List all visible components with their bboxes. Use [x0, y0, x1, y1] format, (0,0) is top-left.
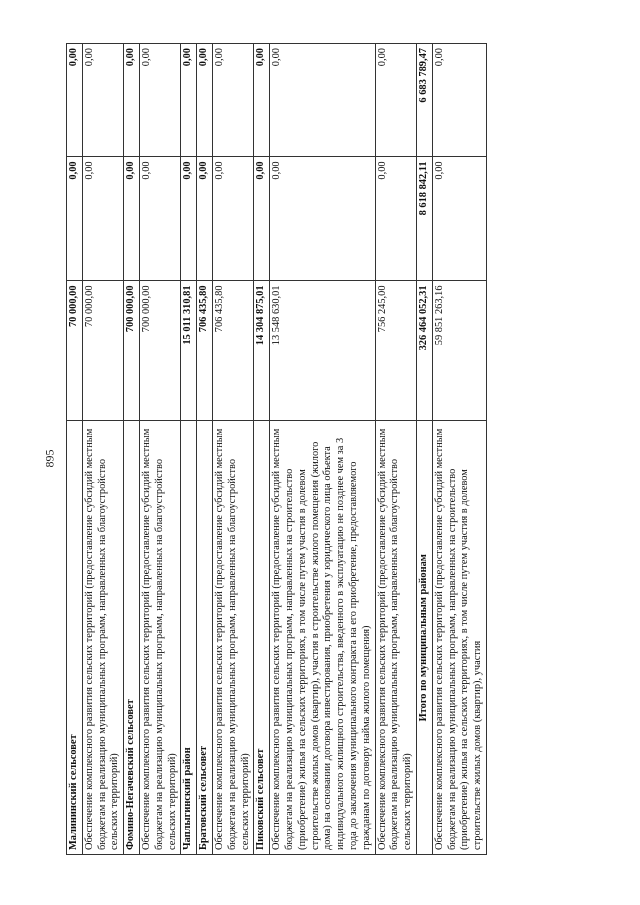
row-name: Обеспечение комплексного развития сельских территорий (предоставление субсидий местным бюджетам на реализацию муниципальных программ, направленных на благоустройство сельских территорий): [213, 428, 251, 850]
amount-cell-3: 0,00: [375, 44, 416, 157]
budget-table-body: [67, 44, 487, 855]
row-name: Братовский сельсовет: [198, 746, 210, 850]
amount-cell-3: 0,00: [139, 44, 180, 157]
table-row: [139, 44, 180, 855]
amount-cell-2: 0,00: [375, 157, 416, 281]
row-name-cell: [416, 421, 432, 855]
row-name-cell: [139, 421, 180, 855]
row-name: Фомино-Негачевский сельсовет: [125, 699, 137, 850]
page-number: 895: [42, 449, 57, 468]
amount-cell-3: 0,00: [124, 44, 140, 157]
row-name: Обеспечение комплексного развития сельских территорий (предоставление субсидий местным бюджетам на реализацию муниципальных программ, направленных на благоустройство сельских территорий): [140, 428, 178, 850]
row-name-cell: [254, 421, 270, 855]
table-row: [82, 44, 123, 855]
table-row-group: [124, 44, 140, 855]
amount-cell-3: 6 683 789,47: [416, 44, 432, 157]
table-row-total: [416, 44, 432, 855]
amount-cell-2: 0,00: [212, 157, 253, 281]
row-name-cell: [270, 421, 375, 855]
table-row: [212, 44, 253, 855]
amount-cell-2: 0,00: [197, 157, 213, 281]
amount-cell-1: 706 435,80: [197, 281, 213, 421]
amount-cell-2: 0,00: [124, 157, 140, 281]
row-name: Малининский сельсовет: [68, 734, 79, 850]
amount-cell-3: 0,00: [254, 44, 270, 157]
row-name-cell: [212, 421, 253, 855]
amount-cell-1: 70 000,00: [67, 281, 83, 421]
amount-cell-2: 8 618 842,11: [416, 157, 432, 281]
rotated-table-container: [66, 43, 586, 855]
row-name-cell: [82, 421, 123, 855]
budget-table: [66, 43, 487, 855]
amount-cell-2: 0,00: [270, 157, 375, 281]
amount-cell-1: 70 000,00: [82, 281, 123, 421]
amount-cell-1: 700 000,00: [139, 281, 180, 421]
amount-cell-3: 0,00: [212, 44, 253, 157]
amount-cell-2: 0,00: [139, 157, 180, 281]
table-row-group: [197, 44, 213, 855]
row-name: Итого по муниципальным районам: [417, 554, 429, 722]
amount-cell-3: 0,00: [67, 44, 83, 157]
row-name-cell: [375, 421, 416, 855]
amount-cell-1: 326 464 052,31: [416, 281, 432, 421]
row-name-cell: [67, 421, 83, 855]
amount-cell-1: 756 245,00: [375, 281, 416, 421]
row-name-cell: [432, 421, 486, 855]
row-name: Обеспечение комплексного развития сельских территорий (предоставление субсидий местным бюджетам на реализацию муниципальных программ, направленных на строительство (приобретение) жилья на сельских территориях, в том числе путем участия в долевом строительстве жилых домов (квартир), участия в строительстве жилого помещения (жилого дома) на основании договора инвестирования, приобретения у юридического лица объекта индивидуального жилищного строительства, введенного в эксплуатацию не позднее чем за 3 года до заключения муниципального контракта на его приобретение, предоставляемого гражданам по договору найма жилого помещения): [271, 428, 372, 850]
table-row: [375, 44, 416, 855]
table-row: [432, 44, 486, 855]
row-name: Обеспечение комплексного развития сельских территорий (предоставление субсидий местным бюджетам на реализацию муниципальных программ, направленных на строительство (приобретение) жилья на сельских территориях, в том числе путем участия в долевом строительстве жилых домов (квартир), участия: [433, 428, 484, 850]
document-sheet: [66, 43, 586, 855]
row-name-cell: [181, 421, 197, 855]
amount-cell-1: 59 851 263,16: [432, 281, 486, 421]
row-name: Пиковский сельсовет: [255, 748, 267, 850]
amount-cell-3: 0,00: [82, 44, 123, 157]
amount-cell-3: 0,00: [181, 44, 197, 157]
amount-cell-1: 700 000,00: [124, 281, 140, 421]
row-name: Обеспечение комплексного развития сельских территорий (предоставление субсидий местным бюджетам на реализацию муниципальных программ, направленных на благоустройство сельских территорий): [376, 428, 414, 850]
amount-cell-2: 0,00: [254, 157, 270, 281]
amount-cell-1: 706 435,80: [212, 281, 253, 421]
amount-cell-3: 0,00: [270, 44, 375, 157]
row-name-cell: [124, 421, 140, 855]
amount-cell-2: 0,00: [432, 157, 486, 281]
table-row-group: [181, 44, 197, 855]
amount-cell-3: 0,00: [432, 44, 486, 157]
amount-cell-1: 14 304 875,01: [254, 281, 270, 421]
amount-cell-2: 0,00: [67, 157, 83, 281]
amount-cell-1: 13 548 630,01: [270, 281, 375, 421]
table-row-group: [254, 44, 270, 855]
amount-cell-3: 0,00: [197, 44, 213, 157]
amount-cell-1: 15 011 310,81: [181, 281, 197, 421]
amount-cell-2: 0,00: [82, 157, 123, 281]
row-name: Обеспечение комплексного развития сельских территорий (предоставление субсидий местным бюджетам на реализацию муниципальных программ, направленных на благоустройство сельских территорий): [83, 428, 121, 850]
table-row: [270, 44, 375, 855]
amount-cell-2: 0,00: [181, 157, 197, 281]
row-name: Чаплыгинский район: [182, 747, 194, 850]
table-row-group: [67, 44, 83, 855]
row-name-cell: [197, 421, 213, 855]
